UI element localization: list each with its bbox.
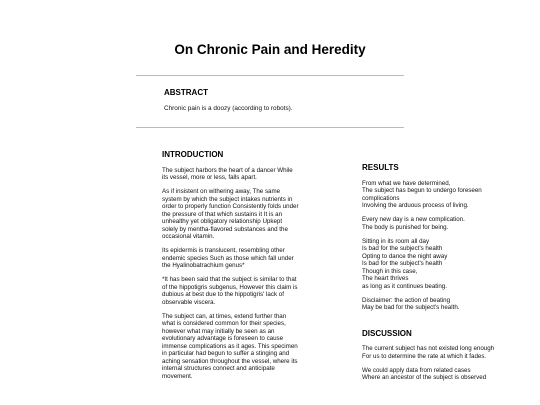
discussion-heading: DISCUSSION — [362, 328, 412, 338]
discussion-paragraph: We could apply data from related cases Where an ancestor of the subject is observed — [362, 366, 487, 381]
introduction-paragraph: The subject can, at times, extend further than what is considered common for their species, however what may initially be seen as an evolutionary advantage is foreseen to cause immense complications as it ages. This specimen in particular had begun to suffer a stinging and aching sensation throughout the vessel, where its internal structures connect and anticipate movement. — [162, 312, 298, 380]
divider-bottom — [136, 127, 404, 128]
introduction-heading: INTRODUCTION — [162, 150, 224, 159]
results-paragraph: From what we have determined, The subject has begun to undergo foreseen complications Involving the arduous process of living. — [362, 179, 482, 209]
results-heading: RESULTS — [362, 163, 399, 172]
introduction-paragraph: The subject harbors the heart of a dancer While its vessel, more or less, falls apart. — [162, 166, 293, 181]
paper-title: On Chronic Pain and Heredity — [174, 42, 366, 57]
results-disclaimer: Disclaimer: the action of beating May be bad for the subject's health. — [362, 296, 460, 311]
introduction-footnote: *It has been said that the subject is similar to that of the hippotigris subgenus, However this claim is dubious at best due to the hippotigris' lack of observable viscera. — [162, 276, 298, 306]
results-paragraph: Every new day is a new complication. The body is punished for being. — [362, 216, 465, 231]
introduction-paragraph: As if insistent on withering away, The same system by which the subject intakes nutrients in order to properly function Consistently folds under the pressure of that which sustains it It is an unhealthy yet obligatory relationship Upkept solely by mentha-flavored substances and the occasional vitamin. — [162, 188, 299, 240]
abstract-heading: ABSTRACT — [164, 88, 208, 97]
discussion-paragraph: The current subject has not existed long enough For us to determine the rate at which it fades. — [362, 345, 495, 360]
divider-top — [136, 75, 404, 76]
left-column — [162, 151, 330, 387]
abstract-text: Chronic pain is a doozy (according to robots). — [164, 105, 293, 112]
results-paragraph: Sitting in its room all day Is bad for the subject's health Opting to dance the night away Is bad for the subject's health Though in this case, The heart thrives as long as it continues beating. — [362, 237, 448, 290]
right-column — [362, 164, 532, 388]
introduction-paragraph: Its epidermis is translucent, resembling other endemic species Such as those which fall under the Hyalinobatrachium genus* — [162, 247, 294, 269]
